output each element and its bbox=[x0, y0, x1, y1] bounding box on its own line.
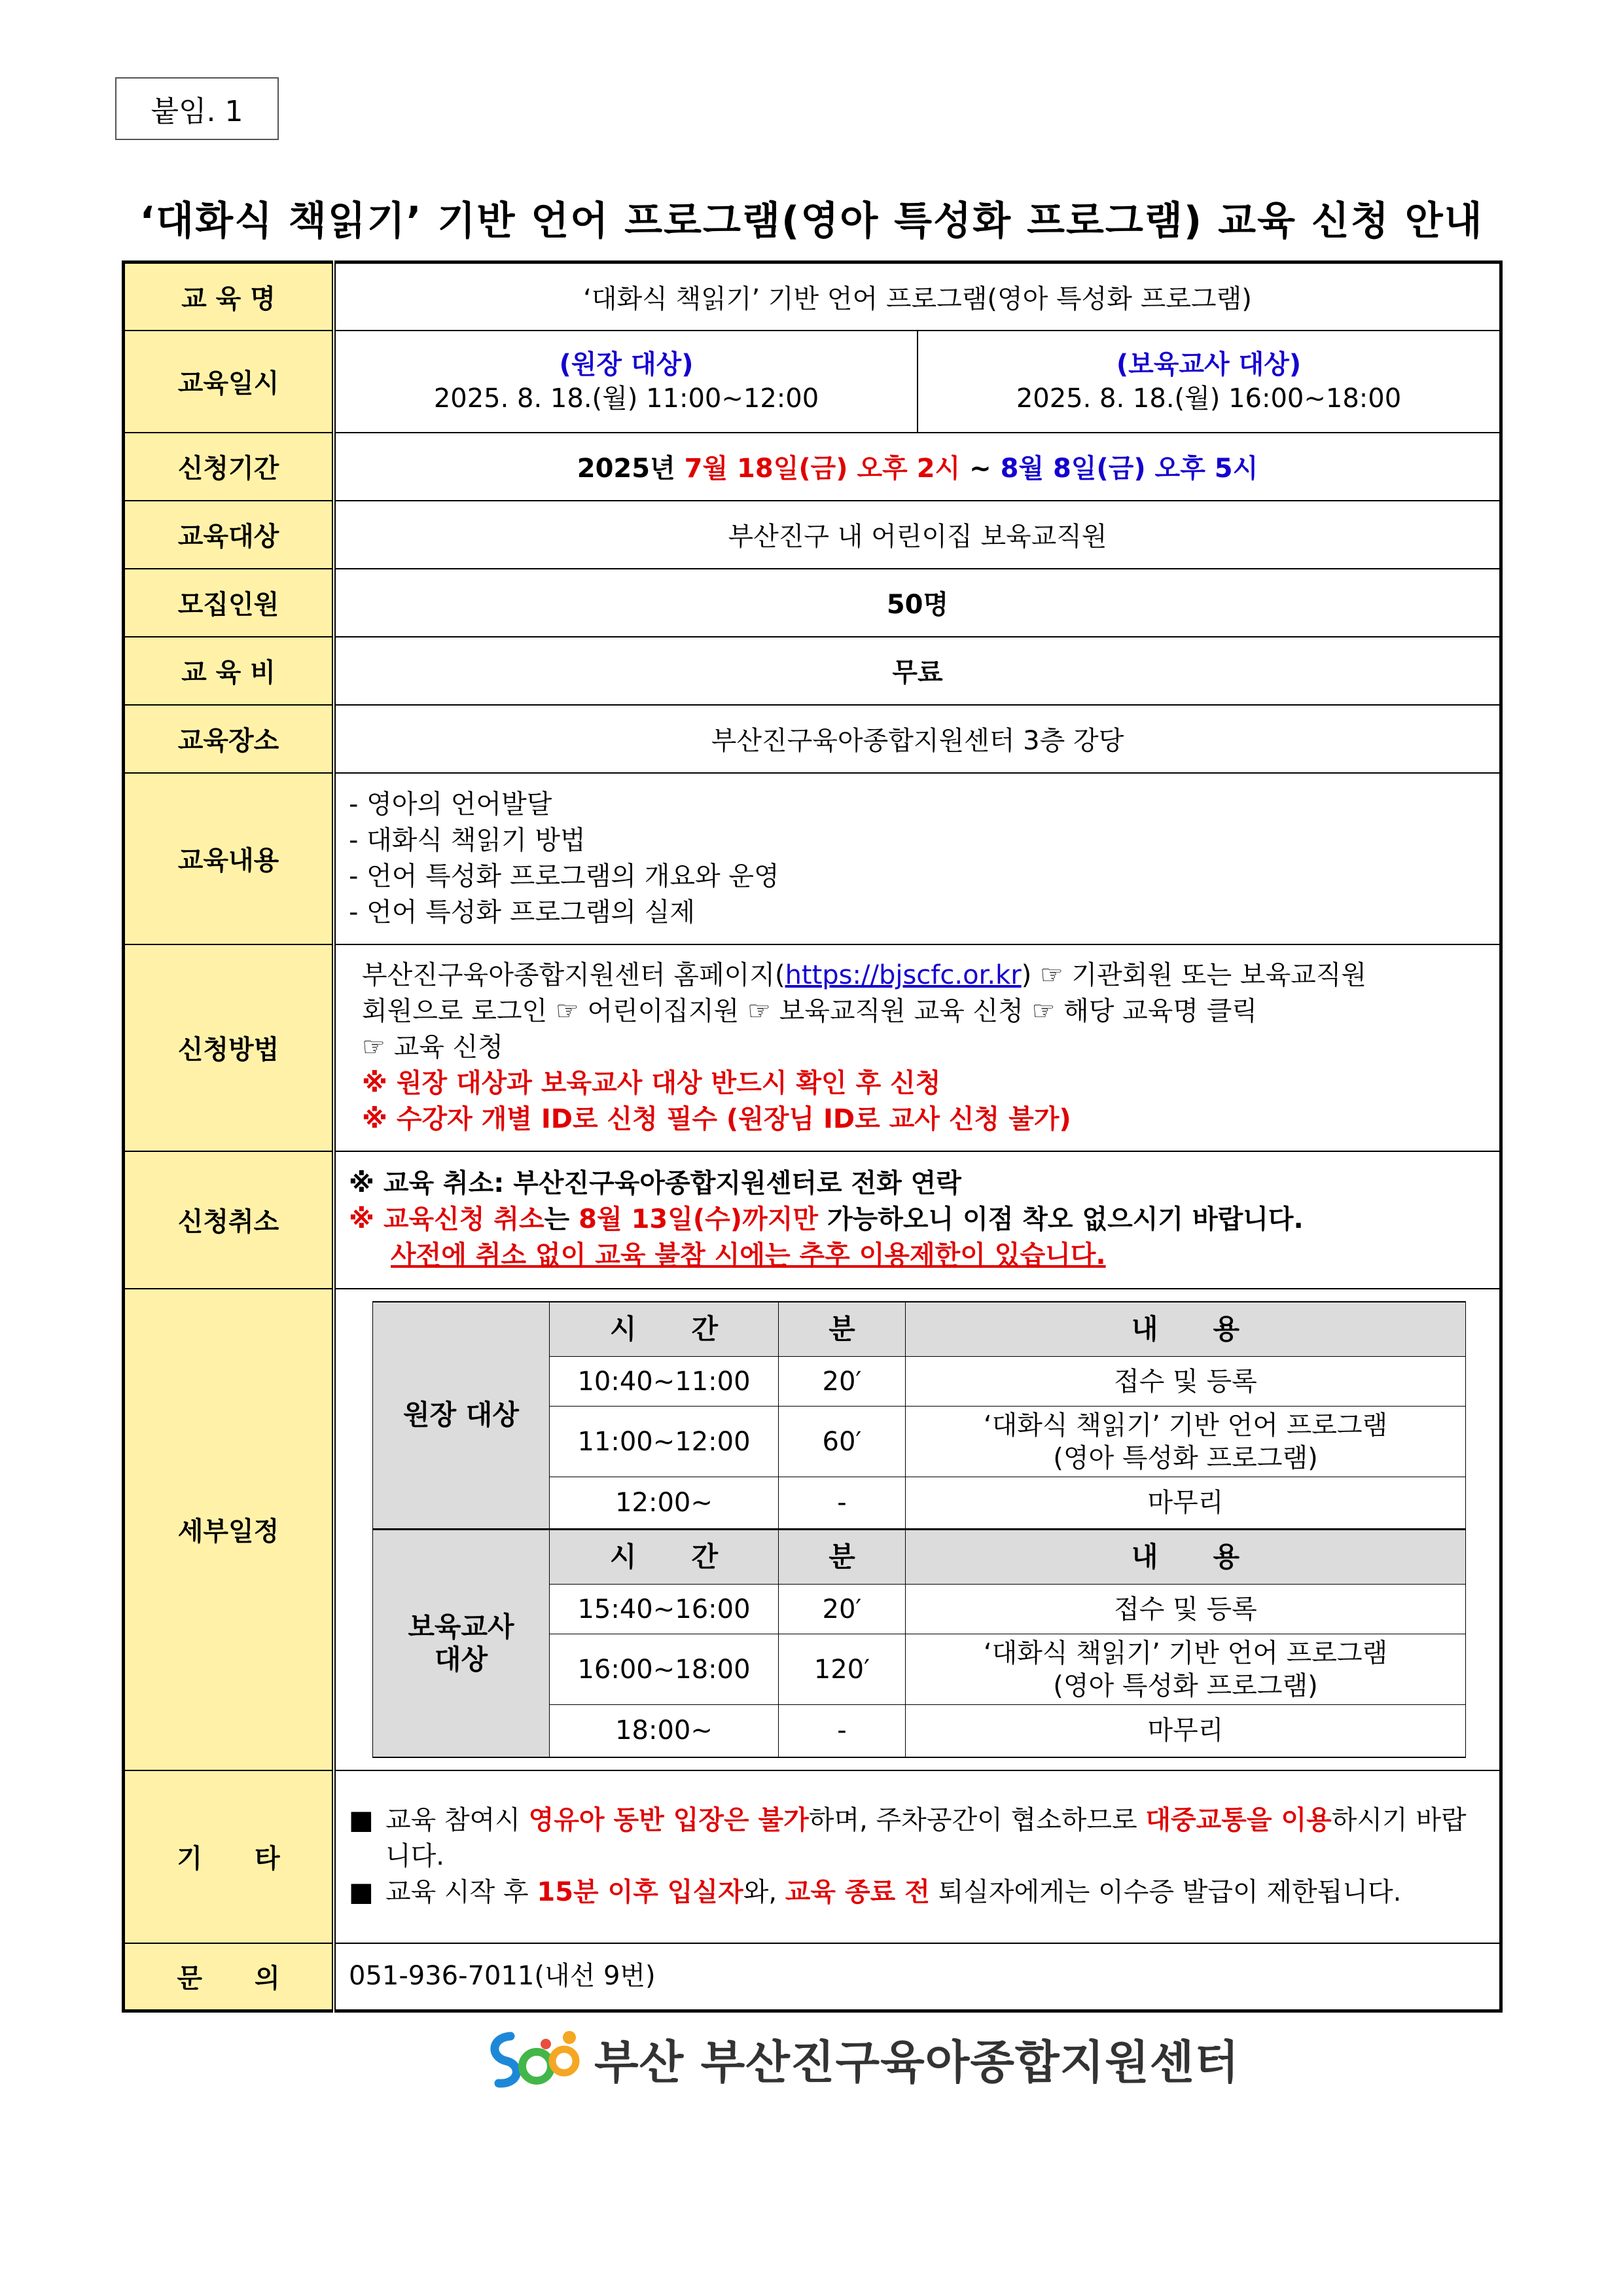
datetime-director-target: (원장 대상) bbox=[559, 349, 694, 380]
schedule-minutes: 20′ bbox=[779, 1357, 906, 1407]
value-place: 부산진구육아종합지원센터 3층 강당 bbox=[334, 705, 1501, 773]
etc-bullet2: ■ 교육 시작 후 15분 이후 입실자와, 교육 종료 전 퇴실자에게는 이수증 발급이 제한됩니다. bbox=[349, 1874, 1486, 1910]
schedule-time: 12:00~ bbox=[550, 1477, 779, 1530]
value-schedule bbox=[334, 1289, 1501, 1770]
value-target: 부산진구 내 어린이집 보육교직원 bbox=[334, 501, 1501, 569]
label-capacity: 모집인원 bbox=[124, 569, 334, 637]
schedule-content: 접수 및 등록 bbox=[906, 1585, 1466, 1634]
label-schedule: 세부일정 bbox=[124, 1289, 334, 1770]
attachment-label: 붙임. 1 bbox=[115, 77, 279, 140]
label-period: 신청기간 bbox=[124, 433, 334, 501]
square-bullet-icon: ■ bbox=[349, 1877, 374, 1907]
row-capacity bbox=[124, 569, 1501, 637]
cancel-line1: ※ 교육 취소: 부산진구육아종합지원센터로 전화 연락 bbox=[349, 1168, 961, 1198]
schedule-group-teacher: 보육교사 대상 bbox=[373, 1530, 550, 1757]
homepage-link[interactable]: https://bjscfc.or.kr bbox=[785, 960, 1022, 990]
row-schedule bbox=[124, 1289, 1501, 1770]
value-fee: 무료 bbox=[334, 637, 1501, 705]
period-start: 7월 18일(금) 오후 2시 bbox=[684, 454, 961, 484]
row-inquiry bbox=[124, 1943, 1501, 2011]
value-cancel bbox=[334, 1151, 1501, 1289]
schedule-content: 마무리 bbox=[906, 1705, 1466, 1757]
datetime-director bbox=[336, 331, 918, 432]
datetime-teacher-when: 2025. 8. 18.(월) 16:00~18:00 bbox=[1016, 383, 1402, 414]
schedule-header-content: 내 용 bbox=[906, 1530, 1466, 1585]
schedule-header-minutes: 분 bbox=[779, 1302, 906, 1357]
content-item: - 언어 특성화 프로그램의 개요와 운영 bbox=[349, 861, 779, 891]
schedule-header-content: 내 용 bbox=[906, 1302, 1466, 1357]
schedule-table bbox=[372, 1301, 1466, 1758]
square-bullet-icon: ■ bbox=[349, 1805, 374, 1835]
content-item: - 언어 특성화 프로그램의 실제 bbox=[349, 897, 695, 927]
schedule-content: ‘대화식 책읽기’ 기반 언어 프로그램 (영아 특성화 프로그램) bbox=[906, 1634, 1466, 1705]
label-place: 교육장소 bbox=[124, 705, 334, 773]
label-content: 교육내용 bbox=[124, 773, 334, 944]
schedule-time: 18:00~ bbox=[550, 1705, 779, 1757]
page-title: ‘대화식 책읽기’ 기반 언어 프로그램(영아 특성화 프로그램) 교육 신청 안내 bbox=[139, 198, 1484, 244]
datetime-teacher bbox=[918, 331, 1499, 432]
schedule-group-director: 원장 대상 bbox=[373, 1302, 550, 1530]
period-year: 2025년 bbox=[577, 454, 675, 484]
row-name bbox=[124, 262, 1501, 331]
method-note1: ※ 원장 대상과 보육교사 대상 반드시 확인 후 신청 bbox=[362, 1068, 941, 1098]
schedule-minutes: 60′ bbox=[779, 1407, 906, 1477]
schedule-time: 10:40~11:00 bbox=[550, 1357, 779, 1407]
content-item: - 영아의 언어발달 bbox=[349, 789, 552, 819]
datetime-director-when: 2025. 8. 18.(월) 11:00~12:00 bbox=[433, 383, 819, 414]
footer-logo bbox=[484, 2022, 1240, 2094]
row-etc bbox=[124, 1770, 1501, 1943]
schedule-header-row bbox=[373, 1530, 1466, 1585]
label-target: 교육대상 bbox=[124, 501, 334, 569]
label-inquiry: 문 의 bbox=[124, 1943, 334, 2011]
row-datetime bbox=[124, 331, 1501, 433]
label-fee: 교 육 비 bbox=[124, 637, 334, 705]
method-line3: ☞ 교육 신청 bbox=[362, 1032, 503, 1062]
row-fee bbox=[124, 637, 1501, 705]
schedule-time: 16:00~18:00 bbox=[550, 1634, 779, 1705]
cancel-line3: 사전에 취소 없이 교육 불참 시에는 추후 이용제한이 있습니다. bbox=[391, 1240, 1106, 1270]
schedule-content: 마무리 bbox=[906, 1477, 1466, 1530]
row-content bbox=[124, 773, 1501, 944]
schedule-content: ‘대화식 책읽기’ 기반 언어 프로그램 (영아 특성화 프로그램) bbox=[906, 1407, 1466, 1477]
value-capacity: 50명 bbox=[334, 569, 1501, 637]
value-content bbox=[334, 773, 1501, 944]
label-datetime: 교육일시 bbox=[124, 331, 334, 433]
period-end: 8월 8일(금) 오후 5시 bbox=[1000, 454, 1258, 484]
value-name: ‘대화식 책읽기’ 기반 언어 프로그램(영아 특성화 프로그램) bbox=[334, 262, 1501, 331]
datetime-teacher-target: (보육교사 대상) bbox=[1116, 349, 1302, 380]
row-target bbox=[124, 501, 1501, 569]
etc-bullet1: ■ 교육 참여시 영유아 동반 입장은 불가하며, 주차공간이 협소하므로 대중교통을 이용하시기 바랍니다. bbox=[349, 1803, 1486, 1874]
row-period bbox=[124, 433, 1501, 501]
schedule-minutes: 20′ bbox=[779, 1585, 906, 1634]
label-method: 신청방법 bbox=[124, 944, 334, 1151]
method-note2: ※ 수강자 개별 ID로 신청 필수 (원장님 ID로 교사 신청 불가) bbox=[362, 1104, 1071, 1134]
value-datetime bbox=[334, 331, 1501, 433]
row-place bbox=[124, 705, 1501, 773]
label-cancel: 신청취소 bbox=[124, 1151, 334, 1289]
period-sep: ~ bbox=[969, 454, 991, 484]
value-method bbox=[334, 944, 1501, 1151]
schedule-header-time: 시 간 bbox=[550, 1302, 779, 1357]
method-line1: 부산진구육아종합지원센터 홈페이지(https://bjscfc.or.kr) ☞ 기관회원 또는 보육교직원 bbox=[362, 960, 1367, 990]
schedule-time: 11:00~12:00 bbox=[550, 1407, 779, 1477]
busanjin-childcare-center-logo-icon bbox=[484, 2024, 582, 2092]
info-table bbox=[122, 260, 1503, 2013]
schedule-header-time: 시 간 bbox=[550, 1530, 779, 1585]
schedule-minutes: - bbox=[779, 1477, 906, 1530]
schedule-header-row bbox=[373, 1302, 1466, 1357]
schedule-time: 15:40~16:00 bbox=[550, 1585, 779, 1634]
method-line2: 회원으로 로그인 ☞ 어린이집지원 ☞ 보육교직원 교육 신청 ☞ 해당 교육명 클릭 bbox=[362, 996, 1258, 1026]
schedule-header-minutes: 분 bbox=[779, 1530, 906, 1585]
label-etc: 기 타 bbox=[124, 1770, 334, 1943]
schedule-content: 접수 및 등록 bbox=[906, 1357, 1466, 1407]
row-cancel bbox=[124, 1151, 1501, 1289]
value-period bbox=[334, 433, 1501, 501]
value-inquiry: 051-936-7011(내선 9번) bbox=[334, 1943, 1501, 2011]
content-item: - 대화식 책읽기 방법 bbox=[349, 825, 586, 855]
value-etc bbox=[334, 1770, 1501, 1943]
schedule-minutes: - bbox=[779, 1705, 906, 1757]
row-method bbox=[124, 944, 1501, 1151]
cancel-line2: ※ 교육신청 취소는 8월 13일(수)까지만 가능하오니 이점 착오 없으시기 바랍니다. bbox=[349, 1204, 1304, 1234]
label-name: 교 육 명 bbox=[124, 262, 334, 331]
footer-logo-text: 부산 부산진구육아종합지원센터 bbox=[594, 2035, 1240, 2089]
schedule-minutes: 120′ bbox=[779, 1634, 906, 1705]
